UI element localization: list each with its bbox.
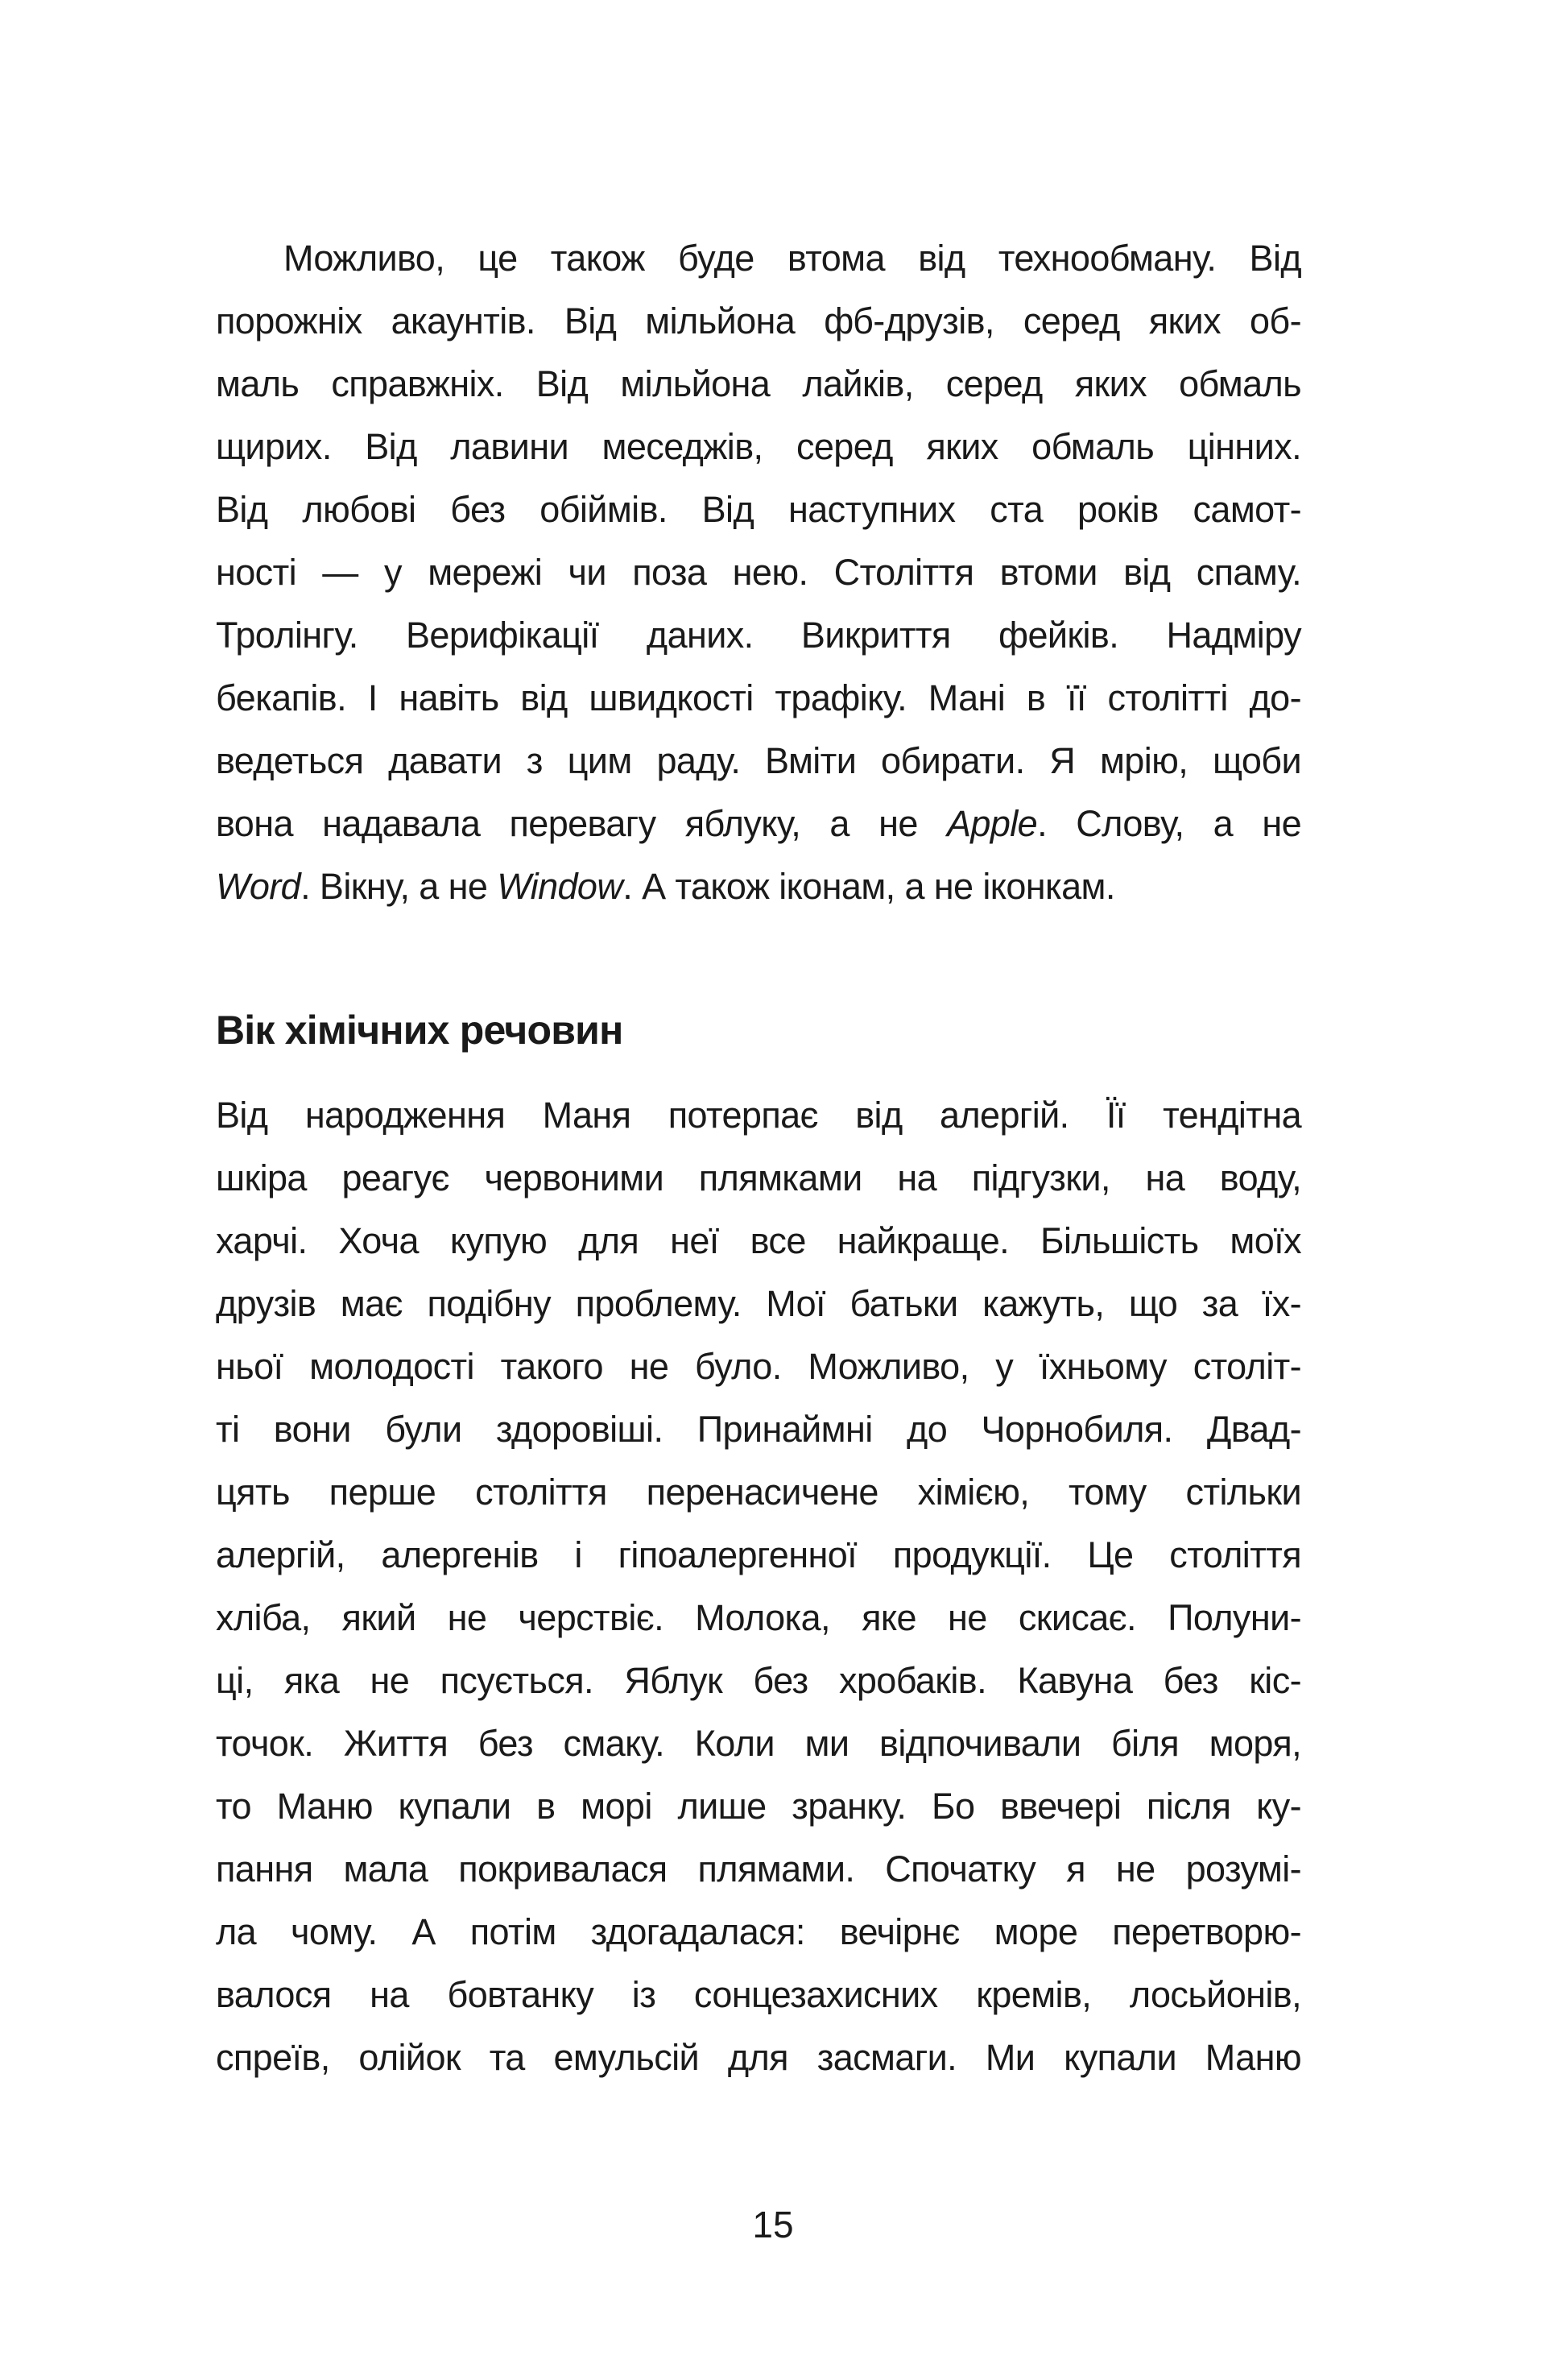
text-line: [216, 604, 1301, 667]
page-number: 15: [752, 2204, 794, 2245]
text-line: [216, 730, 1301, 793]
text-line: [216, 353, 1301, 416]
text-segment: вона надавала перевагу яблуку, а не: [216, 803, 948, 844]
text-line: [216, 1335, 1301, 1398]
text-segment: друзів має подібну проблему. Мої батьки кажуть, що за їх-: [216, 1283, 1301, 1324]
text-line: [216, 1901, 1301, 1964]
text-line: [216, 793, 1301, 855]
text-segment: . Слову, а не: [1037, 803, 1301, 844]
text-segment: порожніх акаунтів. Від мільйона фб-друзів, серед яких об-: [216, 300, 1301, 341]
text-segment: ці, яка не псується. Яблук без хробаків. Кавуна без кіс-: [216, 1660, 1301, 1701]
text-segment: спреїв, олійок та емульсій для засмаги. Ми купали Маню: [216, 2037, 1301, 2078]
italic-text: Apple: [947, 803, 1038, 844]
text-line: [216, 2026, 1301, 2089]
text-segment: Можливо, це також буде втома від технообману. Від: [283, 238, 1301, 279]
text-line: [216, 1398, 1301, 1461]
text-segment: точок. Життя без смаку. Коли ми відпочивали біля моря,: [216, 1723, 1301, 1764]
paragraph-1: [216, 227, 1301, 918]
text-segment: то Маню купали в морі лише зранку. Бо ввечері після ку-: [216, 1786, 1301, 1827]
italic-text: Word: [216, 866, 301, 907]
text-line: [216, 1838, 1301, 1901]
text-segment: маль справжніх. Від мільйона лайків, серед яких обмаль: [216, 363, 1301, 404]
text-segment: . А також іконам, а не іконкам.: [622, 866, 1115, 907]
text-line: [216, 667, 1301, 730]
text-segment: Тролінгу. Верифікації даних. Викриття фейків. Надміру: [216, 615, 1301, 656]
text-line: [216, 1210, 1301, 1273]
text-segment: щирих. Від лавини меседжів, серед яких обмаль цінних.: [216, 426, 1301, 467]
text-line: [216, 855, 1301, 918]
text-line: [216, 1712, 1301, 1775]
text-segment: ності — у мережі чи поза нею. Століття втоми від спаму.: [216, 552, 1301, 593]
paragraph-2: [216, 1084, 1301, 2089]
text-segment: Від любові без обіймів. Від наступних ста років самот-: [216, 489, 1301, 530]
text-segment: алергій, алергенів і гіпоалергенної продукції. Це століття: [216, 1534, 1301, 1575]
text-line: [216, 1649, 1301, 1712]
text-segment: ті вони були здоровіші. Принаймні до Чорнобиля. Двад-: [216, 1409, 1301, 1450]
text-segment: пання мала покривалася плямами. Спочатку я не розумі-: [216, 1848, 1301, 1890]
italic-text: Window: [497, 866, 623, 907]
text-line: [216, 1273, 1301, 1335]
text-segment: хліба, який не черствіє. Молока, яке не скисає. Полуни-: [216, 1597, 1301, 1638]
text-line: [216, 478, 1301, 541]
text-segment: цять перше століття перенасичене хімією, тому стільки: [216, 1471, 1301, 1513]
text-line: [216, 541, 1301, 604]
text-line: [216, 1084, 1301, 1147]
text-line: [216, 1587, 1301, 1649]
text-segment: ведеться давати з цим раду. Вміти обирати. Я мрію, щоби: [216, 740, 1301, 781]
text-line: [216, 416, 1301, 478]
text-segment: бекапів. І навіть від швидкості трафіку. Мані в її столітті до-: [216, 677, 1301, 718]
text-line: [216, 1964, 1301, 2026]
text-segment: Від народження Маня потерпає від алергій. Її тендітна: [216, 1095, 1301, 1136]
text-line: [216, 227, 1301, 290]
text-line: [216, 1775, 1301, 1838]
text-segment: харчі. Хоча купую для неї все найкраще. Більшість моїх: [216, 1220, 1301, 1261]
text-line: [216, 1147, 1301, 1210]
text-segment: валося на бовтанку із сонцезахисних кремів, лосьйонів,: [216, 1974, 1301, 2015]
text-line: [216, 290, 1301, 353]
text-segment: . Вікну, а не: [300, 866, 498, 907]
text-line: [216, 1524, 1301, 1587]
text-segment: ньої молодості такого не було. Можливо, у їхньому століт-: [216, 1346, 1301, 1387]
text-line: [216, 1461, 1301, 1524]
text-segment: ла чому. А потім здогадалася: вечірнє море перетворю-: [216, 1911, 1301, 1952]
section-heading: Вік хімічних речовин: [216, 1008, 623, 1053]
text-segment: шкіра реагує червоними плямками на підгузки, на воду,: [216, 1157, 1301, 1198]
